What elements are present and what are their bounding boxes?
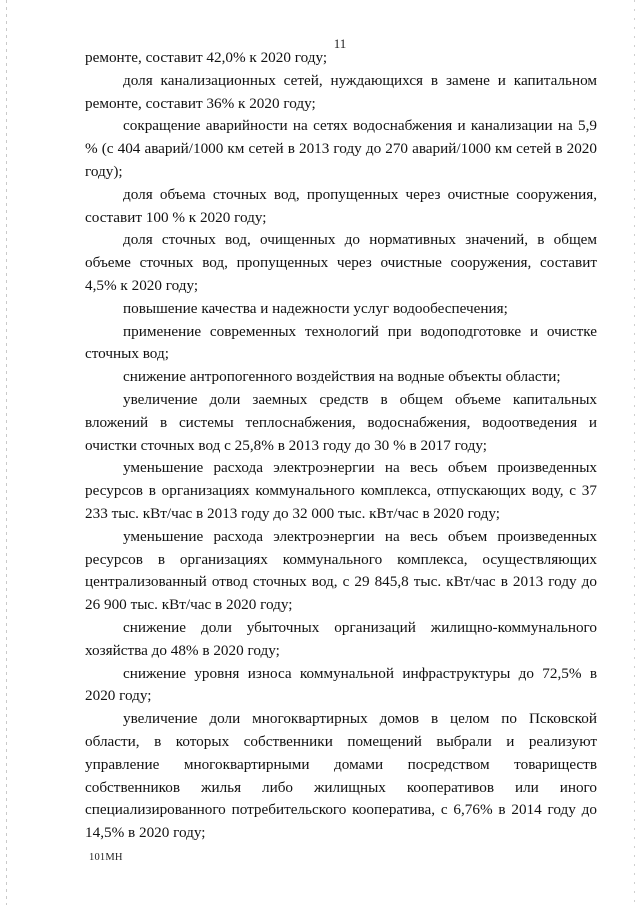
scan-left-edge: [6, 0, 7, 905]
paragraph: сокращение аварийности на сетях водоснабжения и канализации на 5,9 % (с 404 аварий/1000 км сетей в 2013 году до 270 аварий/1000 км сетей в 2020 году);: [85, 117, 597, 180]
page-number: 11: [333, 36, 347, 51]
paragraph: снижение доли убыточных организаций жилищно-коммунального хозяйства до 48% в 2020 году;: [85, 618, 597, 659]
paragraph: снижение антропогенного воздействия на водные объекты области;: [123, 368, 561, 386]
paragraph: доля канализационных сетей, нуждающихся в замене и капитальном ремонте, составит 36% к 2020 году;: [85, 71, 597, 112]
paragraph: доля объема сточных вод, пропущенных через очистные сооружения, составит 100 % к 2020 году;: [85, 185, 597, 226]
scan-right-edge: [634, 0, 635, 905]
paragraph: ремонте, составит 42,0% к 2020 году;: [85, 49, 328, 66]
paragraph: уменьшение расхода электроэнергии на весь объем произведенных ресурсов в организациях коммунального комплекса, отпускающих воду, с 37 233 тыс. кВт/час в 2013 году до 32 000 тыс. кВт/час в 2020 году;: [85, 459, 597, 522]
paragraph: увеличение доли заемных средств в общем объеме капитальных вложений в системы теплоснабжения, водоснабжения, водоотведения и очистки сточных вод с 25,8% в 2013 году до 30 % в 2017 году;: [85, 390, 597, 454]
footer-code: 101МН: [89, 852, 123, 863]
paragraph: доля сточных вод, очищенных до нормативных значений, в общем объеме сточных вод, пропущенных через очистные сооружения, составит 4,5% к 2020 году;: [85, 231, 597, 294]
paragraph: снижение уровня износа коммунальной инфраструктуры до 72,5% в 2020 году;: [85, 664, 597, 705]
paragraph: применение современных технологий при водоподготовке и очистке сточных вод;: [85, 322, 597, 363]
document-body: [85, 47, 597, 845]
paragraph: уменьшение расхода электроэнергии на весь объем произведенных ресурсов в организациях коммунального комплекса, осуществляющих централизованный отвод сточных вод, с 29 845,8 тыс. кВт/час в 2013 году до 26 900 тыс. кВт/час в 2020 году;: [85, 527, 597, 614]
paragraph: повышение качества и надежности услуг водообеспечения;: [123, 299, 508, 317]
paragraph: увеличение доли многоквартирных домов в целом по Псковской области, в которых собственники помещений выбрали и реализуют управление многоквартирными домами посредством товариществ собственников жилья либо жилищных кооперативов или иного специализированного потребительского кооператива, с 6,76% в 2014 году до 14,5% в 2020 году;: [85, 710, 597, 842]
